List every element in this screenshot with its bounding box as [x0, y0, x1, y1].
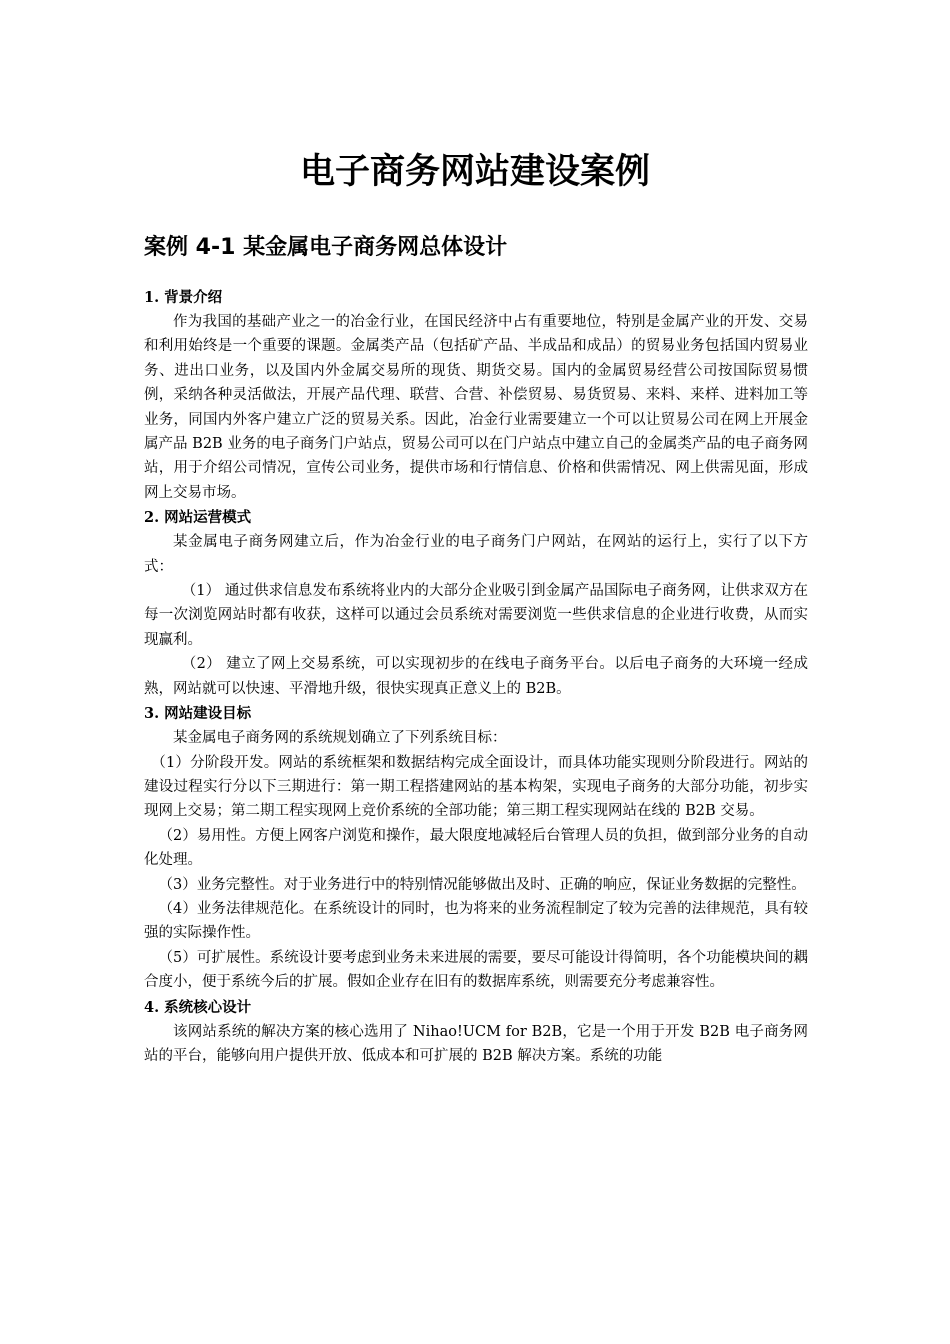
paragraph-core-design: 该网站系统的解决方案的核心选用了 Nihao!UCM for B2B，它是一个用于开发 B2B 电子商务网站的平台，能够向用户提供开放、低成本和可扩展的 B2B 解决方案。系统的功能 — [144, 1023, 808, 1064]
case-title: 案例 4-1 某金属电子商务网总体设计 — [144, 235, 508, 260]
section-heading-goals: 3. 网站建设目标 — [144, 705, 252, 723]
paragraph-operation-item-1: （1） 通过供求信息发布系统将业内的大部分企业吸引到金属产品国际电子商务网，让供求双方在每一次浏览网站时都有收获，这样可以通过会员系统对需要浏览一些供求信息的企业进行收费，从而实现赢利。 — [144, 583, 808, 648]
paragraph-goal-5: （5）可扩展性。系统设计要考虑到业务未来进展的需要，要尽可能设计得简明，各个功能模块间的耦合度小，便于系统今后的扩展。假如企业存在旧有的数据库系统，则需要充分考虑兼容性。 — [144, 949, 808, 991]
section-heading-operation-mode: 2. 网站运营模式 — [144, 509, 252, 527]
paragraph-operation-intro: 某金属电子商务网建立后，作为冶金行业的电子商务门户网站，在网站的运行上，实行了以下方式： — [144, 534, 808, 575]
paragraph-goal-1: （1）分阶段开发。网站的系统框架和数据结构完成全面设计，而具体功能实现则分阶段进行。网站的建设过程实行分以下三期进行：第一期工程搭建网站的基本构架，实现电子商务的大部分功能，初步实现网上交易；第二期工程实现网上竞价系统的全部功能；第三期工程实现网站在线的 B2B 交易。 — [144, 754, 808, 820]
section-heading-background: 1. 背景介绍 — [144, 289, 223, 306]
paragraph-goals-intro: 某金属电子商务网的系统规划确立了下列系统目标： — [173, 730, 507, 747]
paragraph-goal-3: （3）业务完整性。对于业务进行中的特别情况能够做出及时、正确的响应，保证业务数据的完整性。 — [158, 876, 806, 893]
document-title: 电子商务网站建设案例 — [299, 152, 650, 192]
paragraph-operation-item-2: （2） 建立了网上交易系统，可以实现初步的在线电子商务平台。以后电子商务的大环境一经成熟，网站就可以快速、平滑地升级，很快实现真正意义上的 B2B。 — [144, 656, 808, 697]
section-heading-core-design: 4. 系统核心设计 — [144, 998, 252, 1016]
paragraph-goal-4: （4）业务法律规范化。在系统设计的同时，也为将来的业务流程制定了较为完善的法律规范，具有较强的实际操作性。 — [144, 900, 808, 942]
paragraph-background: 作为我国的基础产业之一的冶金行业，在国民经济中占有重要地位，特别是金属产业的开发、交易和利用始终是一个重要的课题。金属类产品（包括矿产品、半成品和成品）的贸易业务包括国内贸易业务、进出口业务，以及国内外金属交易所的现货、期货交易。国内的金属贸易经营公司按国际贸易惯例，采纳各种灵活做法，开展产品代理、联营、合营、补偿贸易、易货贸易、来料、来样、进料加工等业务，同国内外客户建立广泛的贸易关系。因此，冶金行业需要建立一个可以让贸易公司在网上开展金属产品 B2B 业务的电子商务门户站点，贸易公司可以在门户站点中建立自己的金属类产品的电子商务网站，用于介绍公司情况，宣传公司业务，提供市场和行情信息、价格和供需情况、网上供需见面，形成网上交易市场。 — [144, 314, 808, 501]
document-body — [144, 285, 808, 1068]
paragraph-goal-2: （2）易用性。方便上网客户浏览和操作，最大限度地减轻后台管理人员的负担，做到部分业务的自动化处理。 — [144, 827, 808, 869]
